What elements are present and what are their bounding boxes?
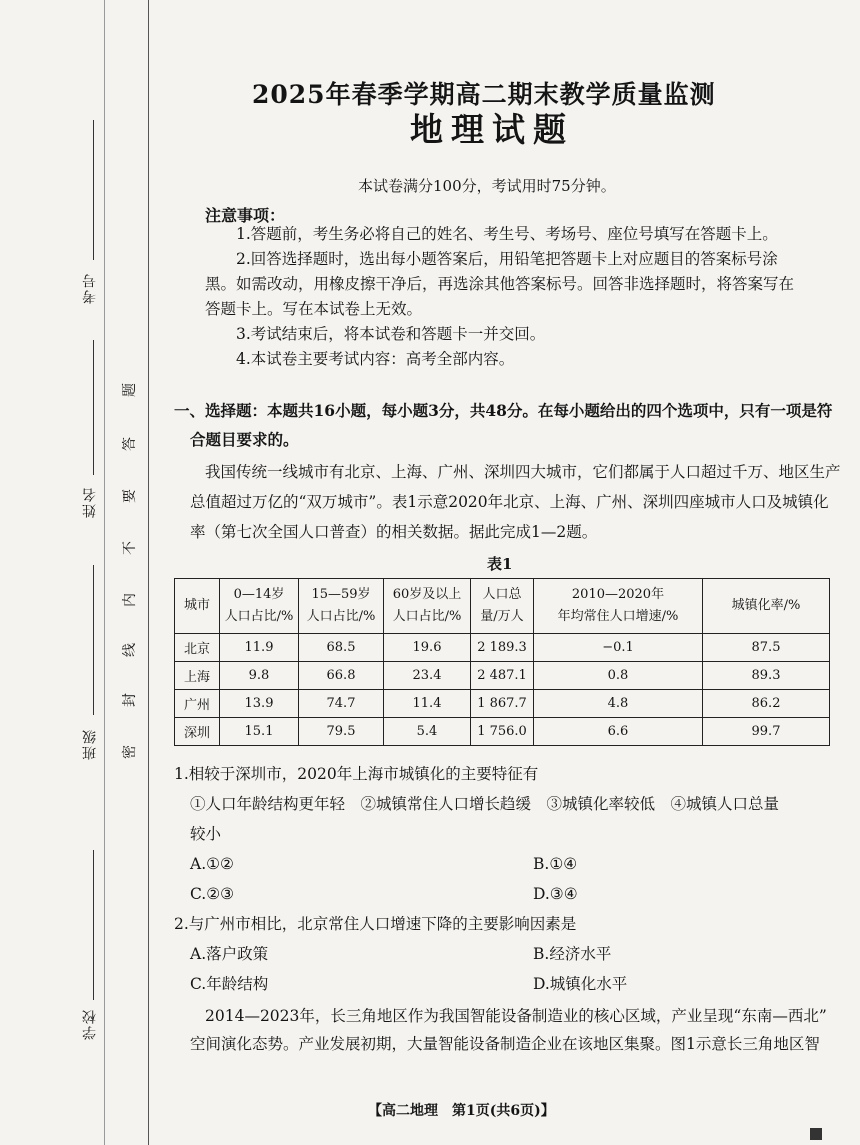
cell: 15.1 <box>220 718 299 746</box>
question-1-option-d: D.③④ <box>533 885 578 903</box>
header-city: 城市 <box>175 579 220 634</box>
section-heading: 一、选择题：本题共16小题，每小题3分，共48分。在每小题给出的四个选项中，只有一项是符 <box>174 401 833 420</box>
notice-item: 2.回答选择题时，选出每小题答案后，用铅笔把答题卡上对应题目的答案标号涂 <box>236 250 778 268</box>
notice-item: 4.本试卷主要考试内容：高考全部内容。 <box>236 350 515 368</box>
class-blank <box>93 565 94 715</box>
cell: 11.9 <box>220 634 299 662</box>
question-2-option-d: D.城镇化水平 <box>533 975 628 993</box>
seal-char: 题 <box>122 383 138 397</box>
subject-title: 地理试题 <box>410 110 574 149</box>
table-row <box>175 718 830 746</box>
name-label: 姓名 <box>82 486 98 518</box>
cell: 99.7 <box>703 718 830 746</box>
exam-number-blank <box>93 120 94 260</box>
material-paragraph-2: 2014—2023年，长三角地区作为我国智能设备制造业的核心区域，产业呈现“东南—西北” <box>205 1007 827 1025</box>
cell: 86.2 <box>703 690 830 718</box>
notice-item: 3.考试结束后，将本试卷和答题卡一并交回。 <box>236 325 546 343</box>
cell: 87.5 <box>703 634 830 662</box>
seal-char: 内 <box>122 593 138 607</box>
cell: 79.5 <box>299 718 384 746</box>
question-1-option-c: C.②③ <box>190 885 235 903</box>
table-header-row <box>175 579 830 634</box>
header-growth-rate: 2010—2020年 年均常住人口增速/% <box>534 579 703 634</box>
header-population: 人口总 量/万人 <box>471 579 534 634</box>
cell: 11.4 <box>384 690 471 718</box>
notice-heading: 注意事项： <box>205 206 286 225</box>
school-label: 学校 <box>82 1008 98 1040</box>
table-row <box>175 634 830 662</box>
qr-code-icon <box>810 1128 822 1140</box>
seal-char: 不 <box>122 541 138 555</box>
class-label: 班级 <box>82 728 98 760</box>
cell: 2 487.1 <box>471 662 534 690</box>
cell: 2 189.3 <box>471 634 534 662</box>
cell: 1 756.0 <box>471 718 534 746</box>
notice-item: 答题卡上。写在本试卷上无效。 <box>205 300 423 318</box>
table-row <box>175 690 830 718</box>
cell: 74.7 <box>299 690 384 718</box>
seal-char: 线 <box>122 643 138 657</box>
header-age-60-plus: 60岁及以上 人口占比/% <box>384 579 471 634</box>
cell: 6.6 <box>534 718 703 746</box>
cell-city: 北京 <box>175 634 220 662</box>
question-1-option-b: B.①④ <box>533 855 578 873</box>
cell: 89.3 <box>703 662 830 690</box>
cell: 0.8 <box>534 662 703 690</box>
header-age-15-59: 15—59岁 人口占比/% <box>299 579 384 634</box>
question-2-option-b: B.经济水平 <box>533 945 612 963</box>
notice-item: 黑。如需改动，用橡皮擦干净后，再选涂其他答案标号。回答非选择题时，将答案写在 <box>205 275 795 293</box>
question-1-statements-cont: 较小 <box>190 825 222 843</box>
population-table <box>174 578 830 746</box>
cell: 68.5 <box>299 634 384 662</box>
cell: 4.8 <box>534 690 703 718</box>
school-blank <box>93 850 94 1000</box>
cell: 13.9 <box>220 690 299 718</box>
table-row <box>175 662 830 690</box>
exam-number-label: 考号 <box>82 272 98 304</box>
cell: 5.4 <box>384 718 471 746</box>
page-footer: 【高二地理 第1页(共6页)】 <box>368 1103 555 1119</box>
cell-city: 广州 <box>175 690 220 718</box>
cell-city: 上海 <box>175 662 220 690</box>
cell: 1 867.7 <box>471 690 534 718</box>
cell: −0.1 <box>534 634 703 662</box>
question-1-statements: ①人口年龄结构更年轻 ②城镇常住人口增长趋缓 ③城镇化率较低 ④城镇人口总量 <box>190 795 780 813</box>
section-heading-cont: 合题目要求的。 <box>190 430 299 449</box>
question-1-stem: 1.相较于深圳市，2020年上海市城镇化的主要特征有 <box>174 765 539 783</box>
name-blank <box>93 340 94 475</box>
material-paragraph: 总值超过万亿的“双万城市”。表1示意2020年北京、上海、广州、深圳四座城市人口及城镇化 <box>190 493 829 511</box>
question-2-option-a: A.落户政策 <box>190 945 269 963</box>
table-caption: 表1 <box>487 555 513 573</box>
material-paragraph: 我国传统一线城市有北京、上海、广州、深圳四大城市，它们都属于人口超过千万、地区生产 <box>205 463 841 481</box>
question-1-option-a: A.①② <box>190 855 234 873</box>
header-age-0-14: 0—14岁 人口占比/% <box>220 579 299 634</box>
seal-char: 密 <box>122 745 138 759</box>
exam-title: 2025年春季学期高二期末教学质量监测 <box>252 80 716 109</box>
question-2-option-c: C.年龄结构 <box>190 975 269 993</box>
material-paragraph: 率（第七次全国人口普查）的相关数据。据此完成1—2题。 <box>190 523 598 541</box>
cell: 19.6 <box>384 634 471 662</box>
header-urbanization: 城镇化率/% <box>703 579 830 634</box>
material-paragraph-2: 空间演化态势。产业发展初期，大量智能设备制造企业在该地区集聚。图1示意长三角地区智 <box>190 1035 820 1053</box>
notice-item: 1.答题前，考生务必将自己的姓名、考生号、考场号、座位号填写在答题卡上。 <box>236 225 778 243</box>
cell: 23.4 <box>384 662 471 690</box>
cell: 66.8 <box>299 662 384 690</box>
cell-city: 深圳 <box>175 718 220 746</box>
question-2-stem: 2.与广州市相比，北京常住人口增速下降的主要影响因素是 <box>174 915 577 933</box>
binding-line-inner <box>148 0 149 1145</box>
seal-char: 要 <box>122 489 138 503</box>
cell: 9.8 <box>220 662 299 690</box>
seal-char: 封 <box>122 693 138 707</box>
seal-char: 答 <box>122 437 138 451</box>
binding-line-outer <box>104 0 105 1145</box>
exam-info: 本试卷满分100分，考试用时75分钟。 <box>358 177 616 195</box>
